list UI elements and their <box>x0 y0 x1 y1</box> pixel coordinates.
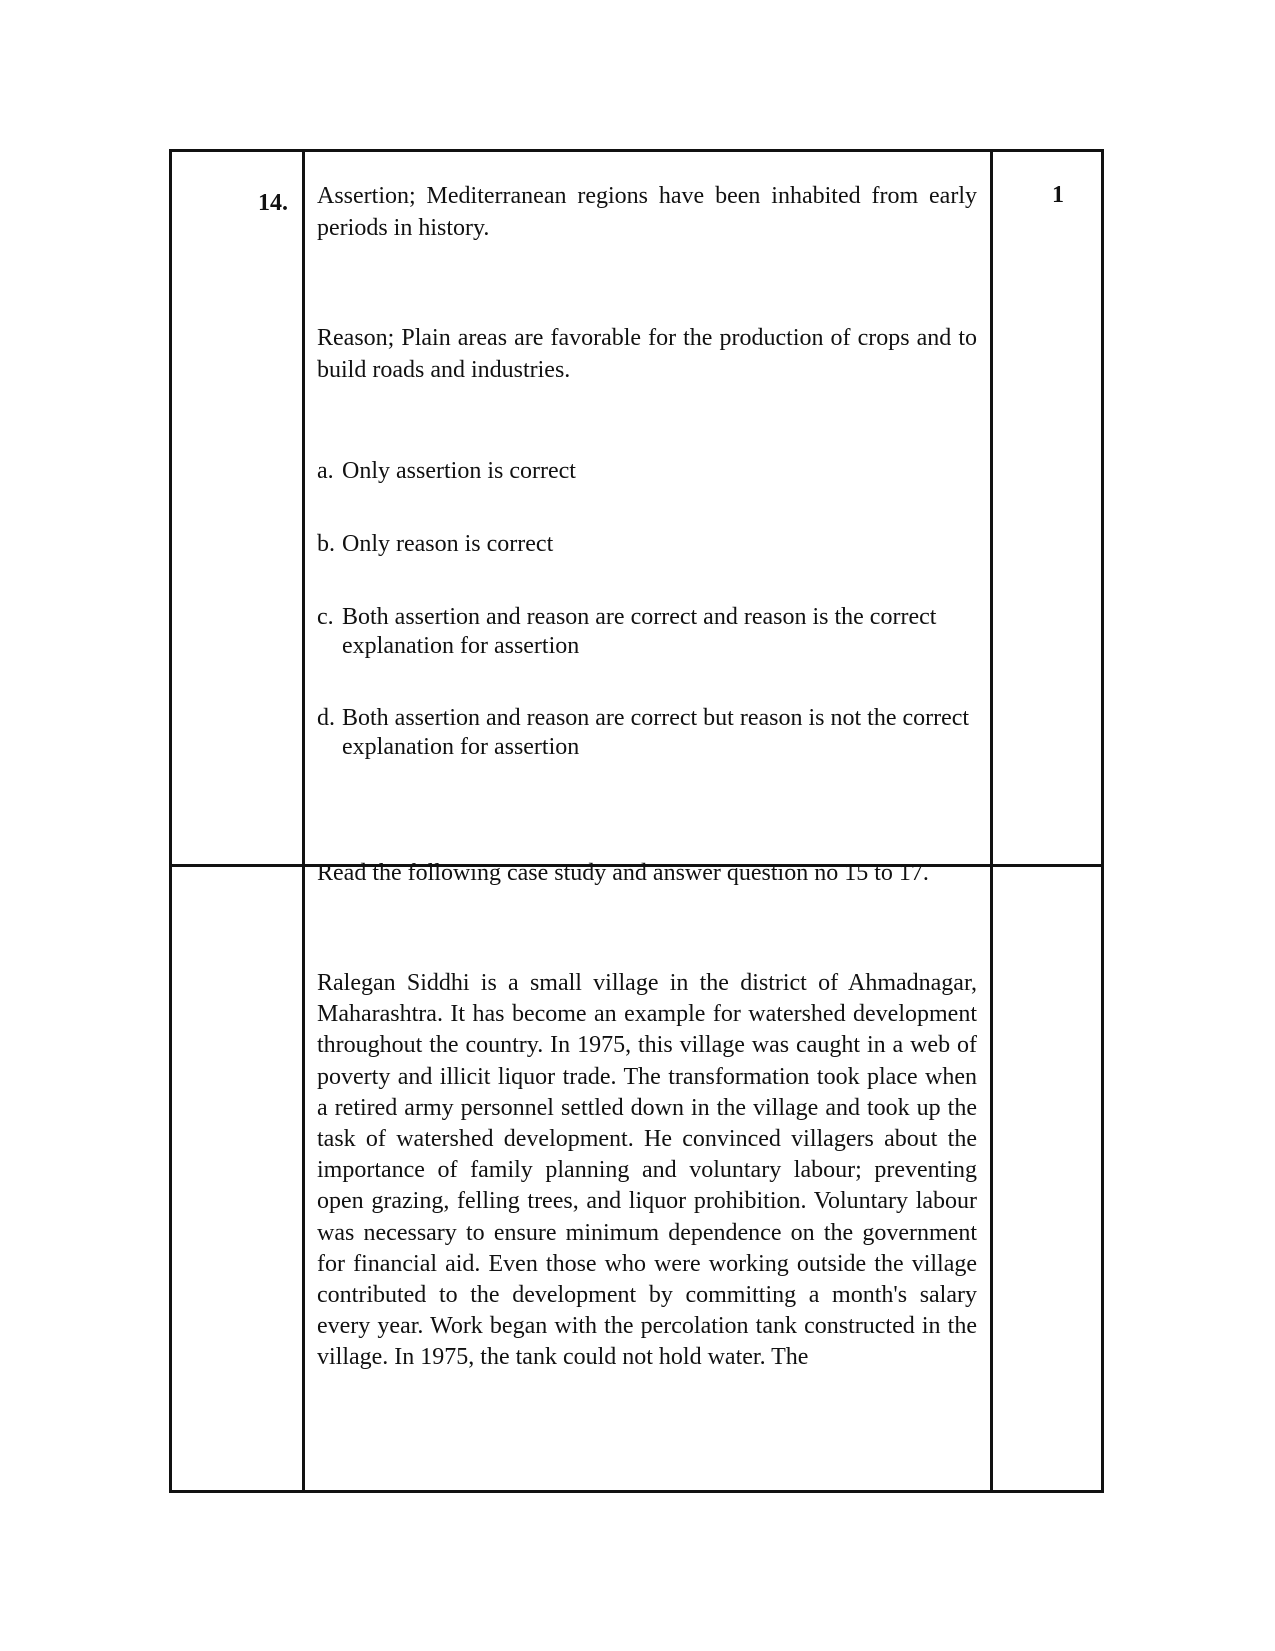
assertion-text: Assertion; Mediterranean regions have been inhabited from early periods in history. <box>317 183 977 241</box>
case-study-passage: Ralegan Siddhi is a small village in the district of Ahmadnagar, Maharashtra. It has become an example for watershed development throughout the country. In 1975, this village was caught in a web of poverty and illicit liquor trade. The transformation took place when a retired army personnel settled down in the village and took up the task of watershed development. He convinced villagers about the importance of family planning and voluntary labour; preventing open grazing, felling trees, and liquor prohibition. Voluntary labour was necessary to ensure minimum dependence on the government for financial aid. Even those who were working outside the village contributed to the development by committing a month's salary every year. Work began with the percolation tank constructed in the village. In 1975, the tank could not hold water. The <box>317 970 977 1371</box>
question-table <box>169 149 1104 1493</box>
option-c <box>317 603 977 661</box>
column-divider <box>302 152 305 1490</box>
option-letter: d. <box>317 705 335 731</box>
option-d <box>317 704 977 762</box>
case-study-instruction: Read the following case study and answer question no 15 to 17. <box>317 860 929 886</box>
column-divider <box>990 152 993 1490</box>
reason-text: Reason; Plain areas are favorable for the production of crops and to build roads and industries. <box>317 325 977 383</box>
option-text: Only assertion is correct <box>342 458 576 484</box>
option-b <box>317 530 977 559</box>
option-text: Only reason is correct <box>342 531 554 557</box>
option-letter: b. <box>317 531 335 557</box>
option-letter: a. <box>317 458 334 484</box>
option-a <box>317 457 977 486</box>
question-marks: 1 <box>1052 182 1064 208</box>
option-letter: c. <box>317 604 334 630</box>
option-text: Both assertion and reason are correct but reason is not the correct explanation for assertion <box>342 705 970 760</box>
question-number: 14. <box>258 190 288 216</box>
option-text: Both assertion and reason are correct and reason is the correct explanation for assertion <box>342 604 937 659</box>
